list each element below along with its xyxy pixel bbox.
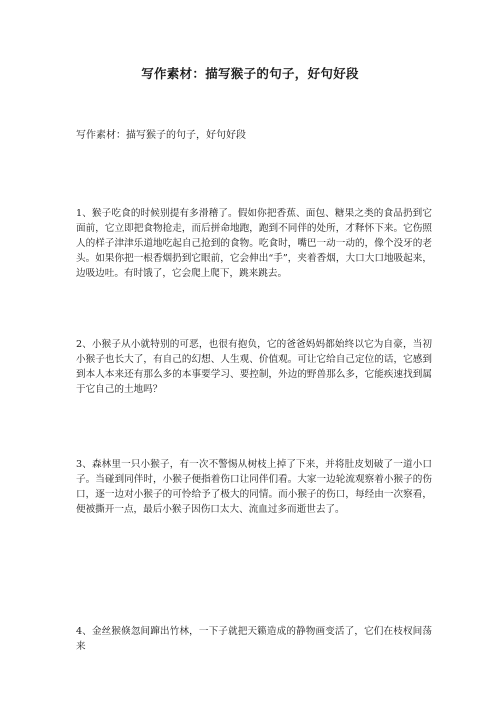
paragraph-2: 2、小猴子从小就特别的可恶，也很有抱负，它的爸爸妈妈都始终以它为自豪，当初小猴子也长大了，有自己的幻想、人生观、价值观。可让它给自己定位的话，它感到到本人本来还有那么多的本事要学习、要控制，外边的野兽那么多，它能疾速找到属于它自己的土地吗？ bbox=[76, 339, 432, 395]
paragraph-4: 4、金丝猴倏忽间蹿出竹林，一下子就把天籁造成的静物画变活了，它们在枝杈间荡来 bbox=[76, 626, 432, 652]
document-title: 写作素材：描写猴子的句子，好句好段 bbox=[141, 66, 359, 81]
document-subtitle: 写作素材：描写猴子的句子，好句好段 bbox=[76, 130, 246, 141]
paragraph-1: 1、猴子吃食的时候别提有多滑稽了。假如你把香蕉、面包、糖果之类的食品扔到它面前，它立即把食物抢走，而后拼命地跑，跑到不同伴的处所，才释怀下来。它伤照人的样子津津乐道地吃起自己抢到的食物。吃食时，嘴巴一动一动的，像个没牙的老头。如果你把一根香烟扔到它眼前，它会伸出“手”，夹着香烟，大口大口地吸起来，边吸边吐。有时饿了，它会爬上爬下，跳来跳去。 bbox=[76, 208, 432, 279]
paragraph-3: 3、森林里一只小猴子，有一次不警惕从树枝上掉了下来，并将肚皮划破了一道小口子。当碰到同伴时，小猴子便指着伤口让同伴们看。大家一边轮流观察着小猴子的伤口，逐一边对小猴子的可怜给予了极大的同情。而小猴子的伤口，每经由一次察看，便被撕开一点，最后小猴子因伤口太大、流血过多而逝世去了。 bbox=[76, 459, 432, 515]
